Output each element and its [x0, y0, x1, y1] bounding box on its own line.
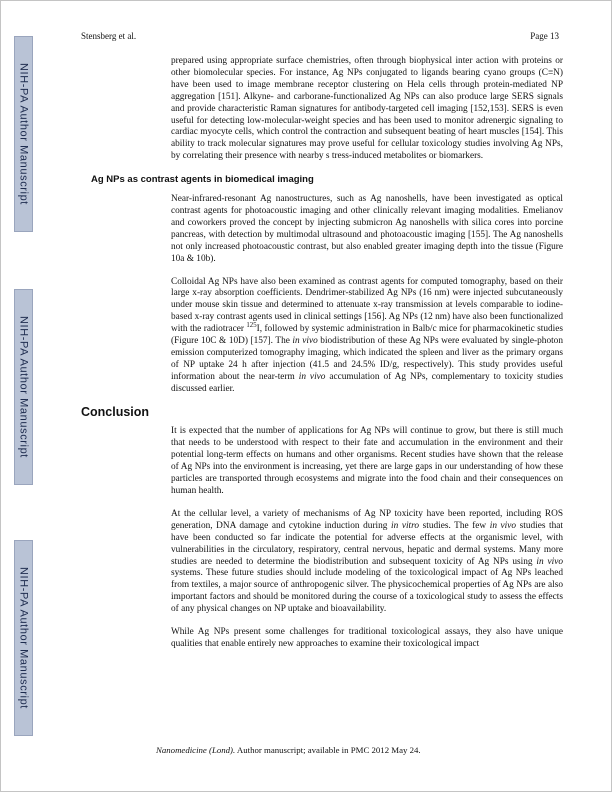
section-heading-conclusion: Conclusion	[81, 404, 150, 419]
nihpa-banner-text: NIH-PA Author Manuscript	[17, 567, 30, 709]
page-footer: Nanomedicine (Lond). Author manuscript; available in PMC 2012 May 24.	[156, 745, 421, 755]
paragraph-conclusion-1: It is expected that the number of applications for Ag NPs will continue to grow, but there is still much that needs to be understood with respect to their fate and accumulation in the environment and their potential long-term effects on humans and other organisms. Recent studies have shown that the release of Ag NPs into the environment is increasing, yet there are large gaps in our understanding of how these particles are transported through ecosystems and migrate into the food chain and their consequences on human health.	[171, 426, 563, 496]
nihpa-banner-bottom	[14, 540, 33, 736]
paragraph-intro: prepared using appropriate surface chemistries, often through biophysical inter action with proteins or other biomolecular species. For instance, Ag NPs conjugated to ligands bearing cyano groups (C≡N) have been used to image membrane receptor clustering on Hela cells through protein-mediated NP aggregation [151]. Alkyne- and carborane-functionalized Ag NPs can also produce large SERS signals and provide characteristic Raman signatures for antibody-targeted cell imaging [152,153]. SERS is even useful for detecting low-molecular-weight species and has been used to monitor adrenergic signaling to cardiac myocyte cells, which control the contraction and subsequent beating of heart muscles [154]. This ability to track molecular signatures may prove useful for cellular toxicology studies involving Ag NPs, by correlating their presence with nearby s tress-induced metabolites or biomarkers.	[171, 56, 563, 162]
nihpa-banner-text: NIH-PA Author Manuscript	[17, 316, 30, 458]
nihpa-banner-top	[14, 36, 33, 232]
nihpa-banner-text: NIH-PA Author Manuscript	[17, 63, 30, 205]
paragraph-conclusion-2: At the cellular level, a variety of mechanisms of Ag NP toxicity have been reported, including ROS generation, DNA damage and cytokine induction during in vitro studies. The few in vivo studies that have been conducted so far indicate the potential for adverse effects at the organismic level, with vulnerabilities in the circulatory, respiratory, central nervous, hepatic and dermal systems. Many more studies are needed to determine the biodistribution and subsequent toxicity of Ag NPs using in vivo systems. These future studies should include modeling of the toxicological impact of Ag NPs leached from textiles, a major source of anthropogenic silver. The physicochemical properties of Ag NPs are also important factors and should be monitored during the course of a toxicological study to assess the effects of any physical changes on NP uptake and bioavailability.	[171, 508, 563, 615]
header-author: Stensberg et al.	[81, 31, 137, 41]
section-heading-imaging: Ag NPs as contrast agents in biomedical imaging	[91, 174, 314, 186]
paragraph-imaging-1: Near-infrared-resonant Ag nanostructures, such as Ag nanoshells, have been investigated as optical contrast agents for photoacoustic imaging and other clinically relevant imaging modalities. Emelianov and coworkers proved the concept by injecting submicron Ag nanoshells with silica cores into porcine pancreas, with detection by multimodal ultrasound and photoacoustic imaging [155]. The Ag nanoshells not only increased photoacoustic contrast, but also enabled greater imaging depth into the tissue (Figure 10a & 10b).	[171, 194, 563, 264]
paragraph-conclusion-3: While Ag NPs present some challenges for traditional toxicological assays, they also have unique qualities that enable entirely new approaches to examine their toxicological impact	[171, 627, 563, 649]
header-page-number: Page 13	[530, 31, 559, 41]
paragraph-imaging-2: Colloidal Ag NPs have also been examined as contrast agents for computed tomography, based on their large x-ray absorption coefficients. Dendrimer-stabilized Ag NPs (16 nm) were injected subcutaneously under mouse skin tissue and determined to attenuate x-ray transmission at levels comparable to iodine-based x-ray contrast agents used in clinical settings [156]. Ag NPs (12 nm) have also been functionalized with the radiotracer $^{125}$I, followed by systemic administration in Balb/c mice for pharmacokinetic studies (Figure 10C & 10D) [157]. The in vivo biodistribution of these Ag NPs were evaluated by single-photon emission computerized tomography imaging, which indicated the spleen and liver as the primary organs of NP uptake 24 h after injection (41.5 and 24.5% ID/g, respectively). This study provides useful information about the near-term in vivo accumulation of Ag NPs, complementary to toxicity studies discussed earlier.	[171, 276, 563, 394]
nihpa-banner-middle	[14, 289, 33, 485]
page-header	[81, 31, 559, 41]
page-body	[81, 56, 563, 662]
